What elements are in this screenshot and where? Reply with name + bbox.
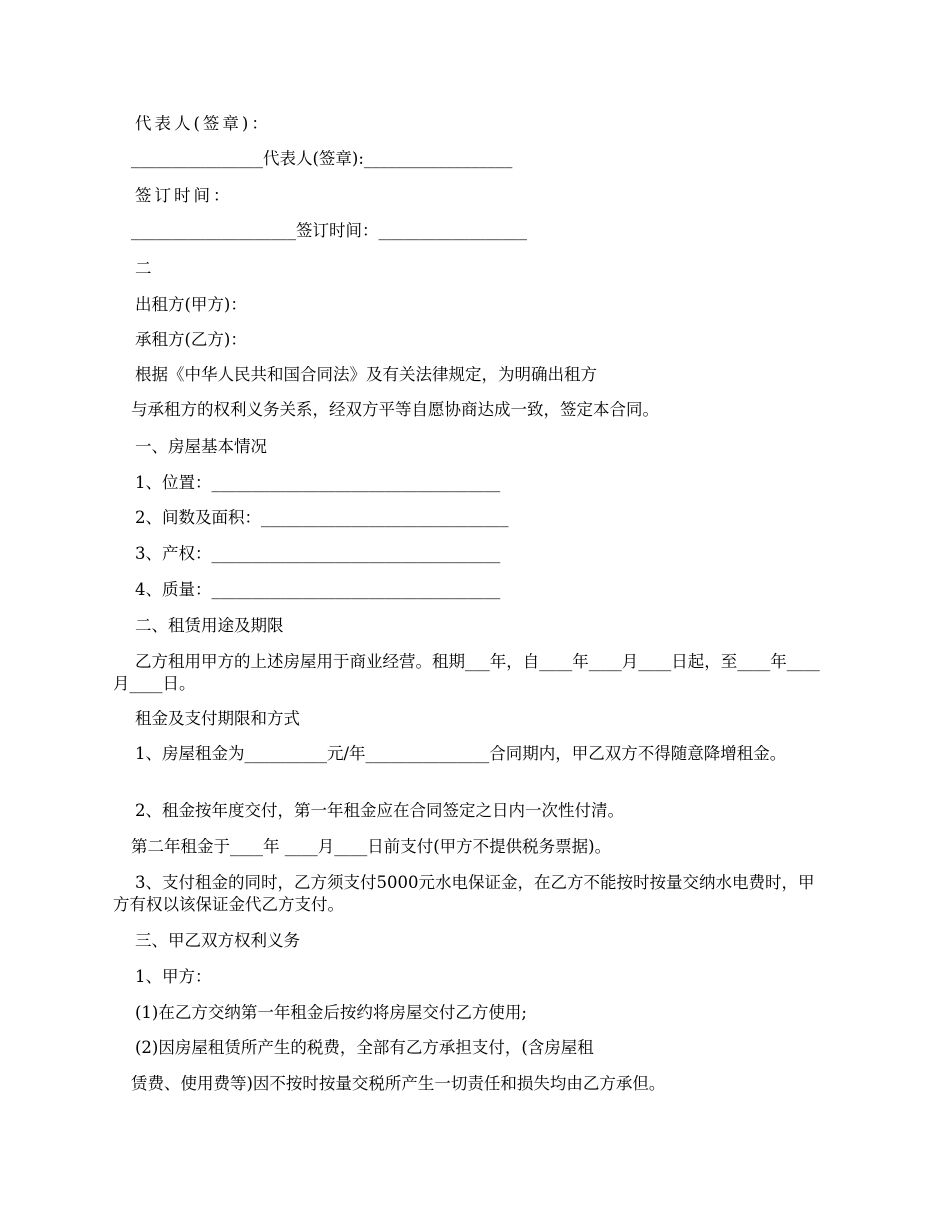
lease-term-paragraph: 乙方租用甲方的上述房屋用于商业经营。租期___年，自____年____月____日起，至____年____月____日。 <box>113 652 820 693</box>
section-heading-rent: 租金及支付期限和方式 <box>135 709 300 728</box>
rent-payment-first-year: 2、租金按年度交付，第一年租金应在合同签定之日内一次性付清。 <box>135 801 624 820</box>
party-a-item-2-continued: 赁费、使用费等)因不按时按量交税所产生一切责任和损失均由乙方承但。 <box>131 1074 666 1093</box>
deposit-paragraph: 3、支付租金的同时，乙方须支付5000元水电保证金，在乙方不能按时按量交纳水电费时，甲方有权以该保证金代乙方支付。 <box>113 873 815 914</box>
item-quality: 4、质量：___________________________________ <box>135 580 501 599</box>
party-a-heading: 1、甲方： <box>135 967 212 986</box>
item-rooms-area: 2、间数及面积：______________________________ <box>135 508 509 527</box>
representative-signature-label: 代表人(签章)： <box>135 114 271 133</box>
preamble-line-1: 根据《中华人民共和国合同法》及有关法律规定，为明确出租方 <box>135 365 597 384</box>
signing-date-line: ____________________签订时间：__________________ <box>131 221 527 240</box>
section-heading-rights-obligations: 三、甲乙双方权利义务 <box>135 931 300 950</box>
party-a-item-1: (1)在乙方交纳第一年租金后按约将房屋交付乙方使用; <box>135 1003 527 1022</box>
section-number: 二 <box>135 259 152 278</box>
party-a-item-2: (2)因房屋租赁所产生的税费，全部有乙方承担支付，(含房屋租 <box>135 1038 594 1057</box>
item-property-right: 3、产权：___________________________________ <box>135 544 501 563</box>
representative-signature-line: ________________代表人(签章):__________________ <box>131 149 513 168</box>
section-heading-basic-info: 一、房屋基本情况 <box>135 437 267 456</box>
lessee-label: 承租方(乙方)： <box>135 330 247 349</box>
lessor-label: 出租方(甲方)： <box>135 295 247 314</box>
section-heading-use-term: 二、租赁用途及期限 <box>135 616 284 635</box>
rent-amount-paragraph: 1、房屋租金为__________元/年_______________合同期内，甲乙双方不得随意降增租金。 <box>135 744 787 763</box>
preamble-line-2: 与承租方的权利义务关系，经双方平等自愿协商达成一致，签定本合同。 <box>131 400 659 419</box>
signing-date-label: 签订时间： <box>135 186 233 205</box>
rent-payment-second-year: 第二年租金于____年 ____月____日前支付(甲方不提供税务票据)。 <box>131 837 612 856</box>
item-location: 1、位置：___________________________________ <box>135 473 501 492</box>
